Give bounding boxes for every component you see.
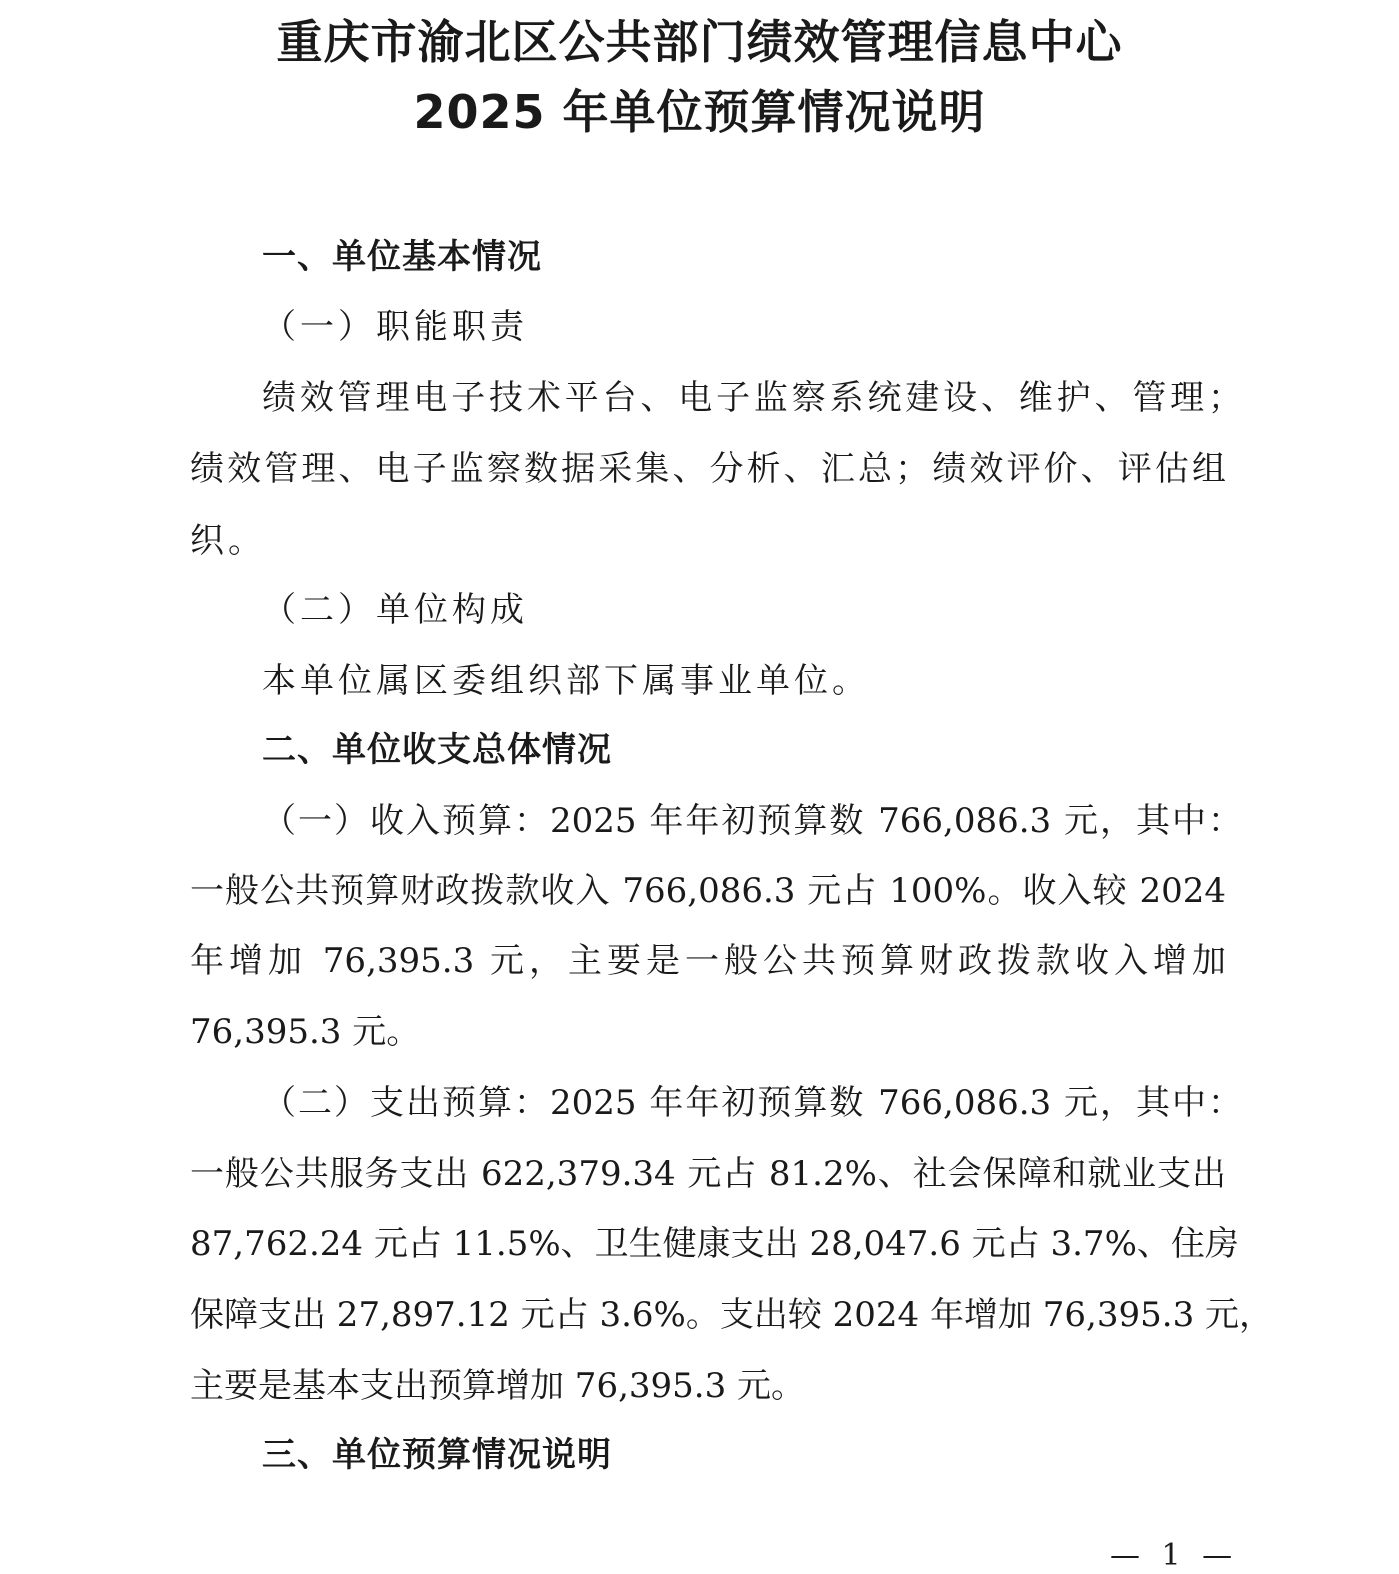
expense-paragraph-line-5: 主要是基本支出预算增加 76,395.3 元。 (190, 1366, 806, 1406)
expense-paragraph-line-2: 一般公共服务支出 622,379.34 元占 81.2%、社会保障和就业支出 (190, 1154, 1226, 1194)
duties-paragraph-line-2: 绩效管理、电子监察数据采集、分析、汇总；绩效评价、评估组 (190, 449, 1226, 489)
duties-paragraph-line-1: 绩效管理电子技术平台、电子监察系统建设、维护、管理； (262, 378, 1242, 418)
income-paragraph-line-1: （一）收入预算：2025 年年初预算数 766,086.3 元，其中： (262, 801, 1242, 841)
document-title-line-1: 重庆市渝北区公共部门绩效管理信息中心 (276, 15, 1123, 69)
duties-paragraph-line-3: 织。 (190, 521, 266, 561)
expense-paragraph-line-3: 87,762.24 元占 11.5%、卫生健康支出 28,047.6 元占 3.7%、住房 (190, 1224, 1239, 1264)
income-paragraph-line-2: 一般公共预算财政拨款收入 766,086.3 元占 100%。收入较 2024 (190, 871, 1226, 911)
income-paragraph-line-4: 76,395.3 元。 (190, 1012, 421, 1052)
expense-paragraph-line-1: （二）支出预算：2025 年年初预算数 766,086.3 元，其中： (262, 1083, 1242, 1123)
composition-paragraph-line-1: 本单位属区委组织部下属事业单位。 (262, 661, 870, 701)
page-number: — 1 — (1110, 1538, 1239, 1573)
subsection-heading-composition: （二）单位构成 (262, 590, 528, 630)
section-heading-revenue-expenditure: 二、单位收支总体情况 (262, 730, 612, 770)
expense-paragraph-line-4: 保障支出 27,897.12 元占 3.6%。支出较 2024 年增加 76,395.3 元， (190, 1295, 1274, 1335)
document-title-line-2: 2025 年单位预算情况说明 (413, 85, 986, 139)
section-heading-basic-info: 一、单位基本情况 (262, 237, 542, 277)
section-heading-budget-explanation: 三、单位预算情况说明 (262, 1435, 612, 1475)
income-paragraph-line-3: 年增加 76,395.3 元，主要是一般公共预算财政拨款收入增加 (190, 941, 1226, 981)
subsection-heading-duties: （一）职能职责 (262, 307, 528, 347)
